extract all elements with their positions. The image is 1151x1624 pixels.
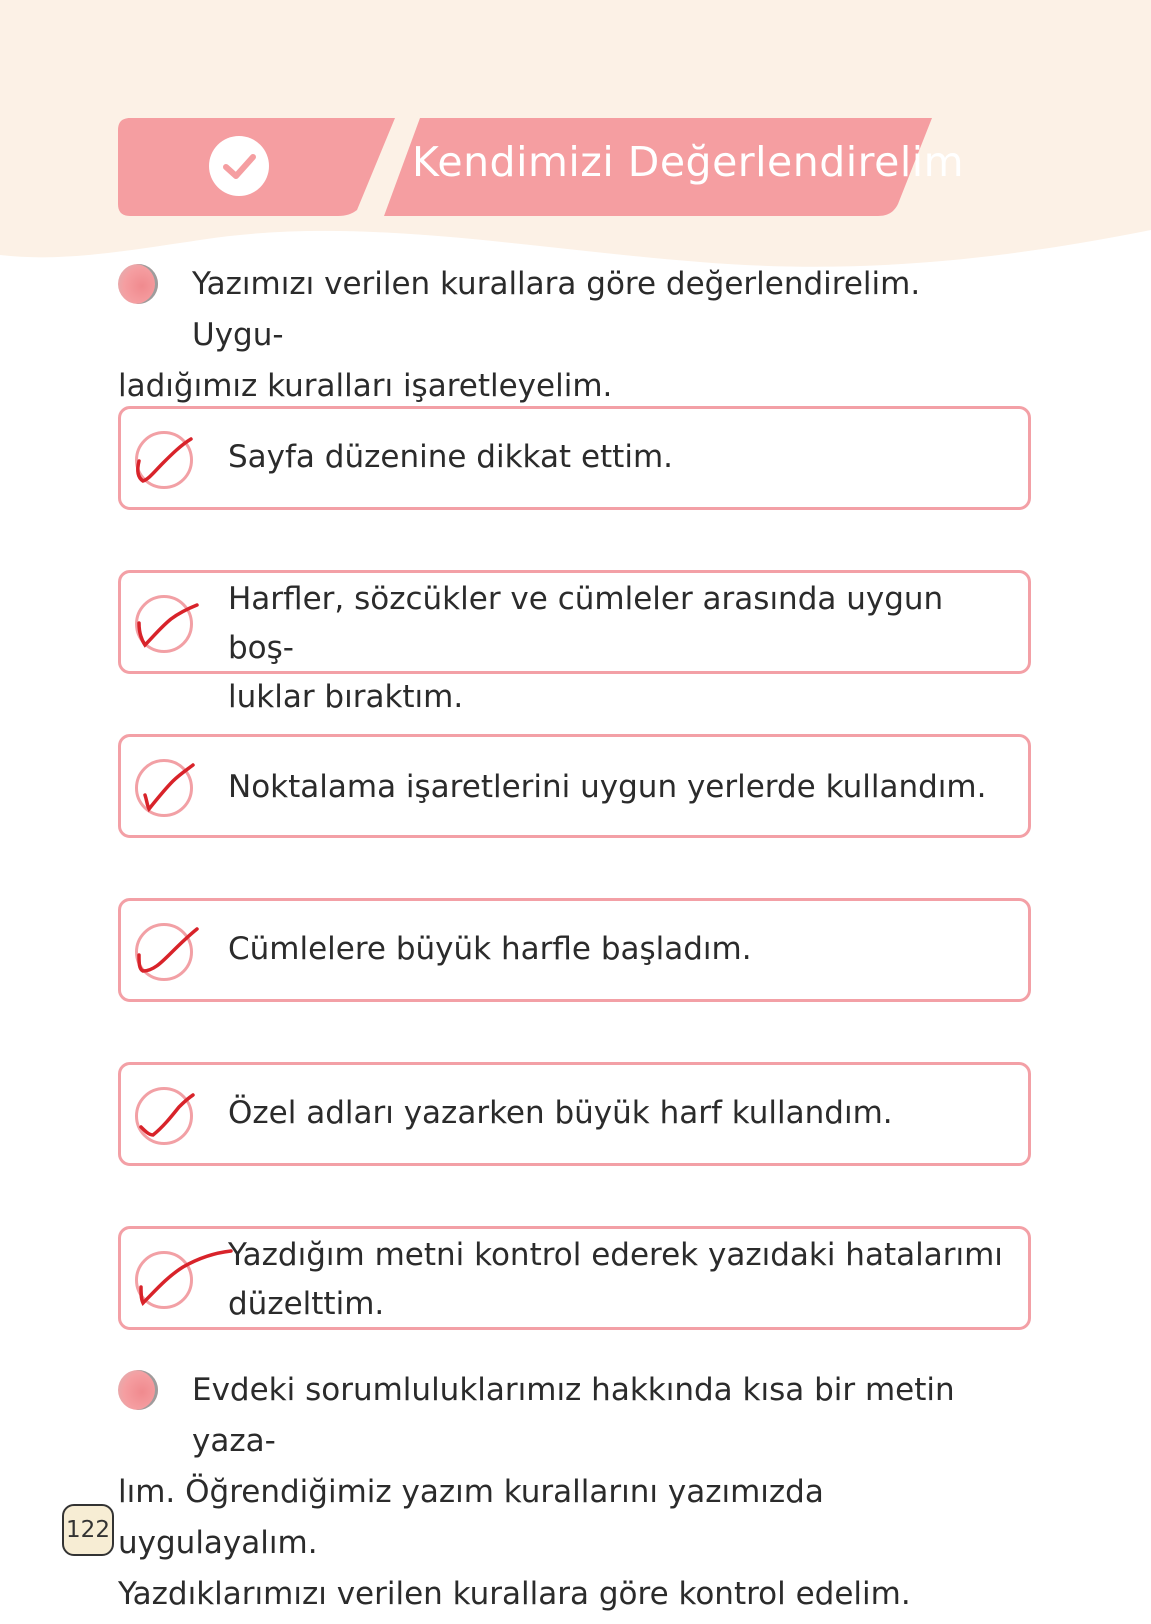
checklist-item-label: Noktalama işaretlerini uygun yerlerde kullandım. xyxy=(228,769,987,805)
intro-paragraph xyxy=(118,259,1018,412)
task-line-2: lım. Öğrendiğimiz yazım kurallarını yazımızda uygulayalım. xyxy=(118,1474,824,1561)
checklist-item-label: Yazdığım metni kontrol ederek yazıdaki hatalarımı düzelttim. xyxy=(228,1237,1003,1322)
intro-line-2: ladığımız kuralları işaretleyelim. xyxy=(118,368,613,404)
red-checkmark-icon xyxy=(131,747,211,827)
page-number: 122 xyxy=(62,1504,114,1556)
title-banner xyxy=(0,0,1151,230)
checklist-item-spacing[interactable] xyxy=(118,570,1031,715)
checklist-item-label: Özel adları yazarken büyük harf kullandım. xyxy=(228,1095,893,1131)
intro-line-1: Yazımızı verilen kurallara göre değerlendirelim. Uygu- xyxy=(192,266,921,353)
page-title: Kendimizi Değerlendirelim xyxy=(412,138,965,186)
checklist-item-label: Cümlelere büyük harfle başladım. xyxy=(228,931,752,967)
checklist-item-proofread[interactable] xyxy=(118,1226,1031,1330)
red-checkmark-icon xyxy=(131,419,211,499)
checkmark-circle-icon xyxy=(209,136,269,196)
checklist-item-label: Sayfa düzenine dikkat ettim. xyxy=(228,439,673,475)
red-checkmark-icon xyxy=(131,1239,241,1319)
red-checkmark-icon xyxy=(131,583,211,663)
checklist-item-page-layout[interactable] xyxy=(118,406,1031,510)
task-line-1: Evdeki sorumluluklarımız hakkında kısa bir metin yaza- xyxy=(192,1372,955,1459)
checklist-item-proper-nouns[interactable] xyxy=(118,1062,1031,1166)
red-checkmark-icon xyxy=(131,911,211,991)
task-paragraph xyxy=(118,1365,1018,1620)
checklist-item-label: Harfler, sözcükler ve cümleler arasında uygun boş- luklar bıraktım. xyxy=(228,581,944,715)
red-checkmark-icon xyxy=(131,1075,211,1155)
checklist-item-capital-sentences[interactable] xyxy=(118,898,1031,1002)
checklist-item-punctuation[interactable] xyxy=(118,734,1031,838)
task-line-3: Yazdıklarımızı verilen kurallara göre kontrol edelim. xyxy=(118,1576,911,1612)
